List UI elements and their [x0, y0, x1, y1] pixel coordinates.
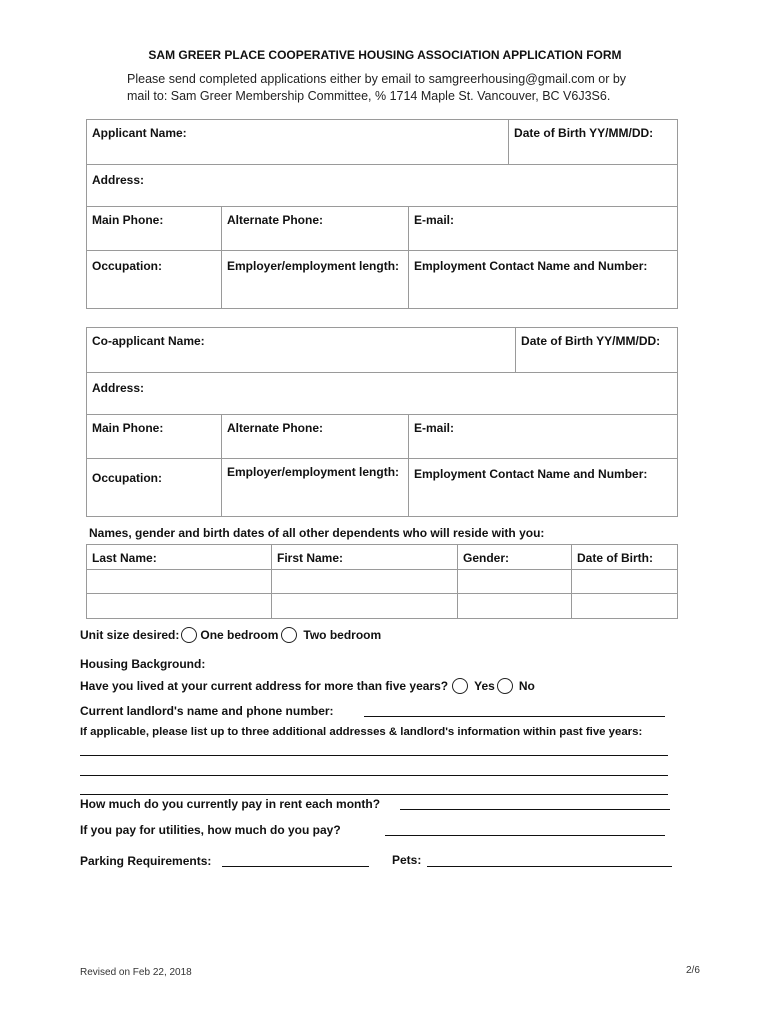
- dependents-col-gender: Gender:: [458, 545, 572, 570]
- applicant-alt-phone-field[interactable]: [222, 207, 409, 251]
- coapplicant-employer-label: Employer/employment length:: [227, 465, 400, 479]
- applicant-employer-label: Employer/employment length:: [227, 259, 400, 273]
- five-years-no-label: No: [518, 679, 535, 693]
- two-bedroom-radio[interactable]: [281, 627, 297, 643]
- dependent-cell[interactable]: [87, 570, 272, 594]
- applicant-dob-field[interactable]: [509, 120, 678, 165]
- five-years-question: Have you lived at your current address for more than five years?: [80, 679, 449, 693]
- pets-input-line[interactable]: [427, 856, 672, 867]
- five-years-no-radio[interactable]: [497, 678, 513, 694]
- coapplicant-dob-field[interactable]: [516, 328, 678, 373]
- dependent-cell[interactable]: [458, 594, 572, 619]
- additional-address-line-1[interactable]: [80, 755, 668, 756]
- coapplicant-address-field[interactable]: [87, 373, 678, 415]
- coapplicant-email-label: E-mail:: [414, 421, 455, 435]
- additional-address-line-3[interactable]: [80, 794, 668, 795]
- dependent-cell[interactable]: [572, 594, 678, 619]
- coapplicant-email-field[interactable]: [409, 415, 678, 459]
- landlord-input-line[interactable]: [364, 706, 665, 717]
- applicant-dob-label: Date of Birth YY/MM/DD:: [514, 126, 654, 140]
- five-years-yes-label: Yes: [474, 679, 495, 693]
- parking-label: Parking Requirements:: [80, 854, 212, 868]
- dependent-cell[interactable]: [272, 570, 458, 594]
- coapplicant-dob-label: Date of Birth YY/MM/DD:: [521, 334, 661, 348]
- applicant-main-phone-field[interactable]: [87, 207, 222, 251]
- five-years-yes-radio[interactable]: [452, 678, 468, 694]
- page-number: 2/6: [686, 965, 700, 976]
- applicant-name-field[interactable]: [87, 120, 509, 165]
- dependent-cell[interactable]: [458, 570, 572, 594]
- dependents-table: [86, 544, 678, 619]
- utilities-label: If you pay for utilities, how much do you pay?: [80, 823, 341, 837]
- one-bedroom-label: One bedroom: [200, 628, 279, 642]
- applicant-address-label: Address:: [92, 173, 145, 187]
- five-years-row: [80, 678, 535, 694]
- rent-input-line[interactable]: [400, 799, 670, 810]
- applicant-address-field[interactable]: [87, 165, 678, 207]
- coapplicant-alt-phone-label: Alternate Phone:: [227, 421, 324, 435]
- revised-date: Revised on Feb 22, 2018: [80, 967, 192, 978]
- additional-address-line-2[interactable]: [80, 775, 668, 776]
- coapplicant-name-label: Co-applicant Name:: [92, 334, 205, 348]
- pets-label: Pets:: [392, 853, 422, 867]
- coapplicant-occupation-label: Occupation:: [92, 471, 163, 485]
- coapplicant-main-phone-field[interactable]: [87, 415, 222, 459]
- rent-label: How much do you currently pay in rent each month?: [80, 797, 381, 811]
- applicant-table: [86, 119, 678, 309]
- coapplicant-main-phone-label: Main Phone:: [92, 421, 164, 435]
- utilities-input-line[interactable]: [385, 825, 665, 836]
- unit-size-row: [80, 627, 381, 643]
- coapplicant-employment-contact-label: Employment Contact Name and Number:: [414, 467, 648, 481]
- applicant-occupation-field[interactable]: [87, 251, 222, 309]
- coapplicant-employment-contact-field[interactable]: [409, 459, 678, 517]
- coapplicant-alt-phone-field[interactable]: [222, 415, 409, 459]
- applicant-alt-phone-label: Alternate Phone:: [227, 213, 324, 227]
- dependents-heading: Names, gender and birth dates of all other dependents who will reside with you:: [89, 526, 545, 540]
- one-bedroom-radio[interactable]: [181, 627, 197, 643]
- dependents-col-dob: Date of Birth:: [572, 545, 678, 570]
- table-row: [87, 594, 678, 619]
- unit-size-label: Unit size desired:: [80, 628, 180, 642]
- table-row: [87, 570, 678, 594]
- applicant-email-label: E-mail:: [414, 213, 455, 227]
- housing-heading: Housing Background:: [80, 657, 206, 671]
- applicant-main-phone-label: Main Phone:: [92, 213, 164, 227]
- coapplicant-table: [86, 327, 678, 517]
- dependents-col-first-name: First Name:: [272, 545, 458, 570]
- form-title: SAM GREER PLACE COOPERATIVE HOUSING ASSOCIATION APPLICATION FORM: [148, 48, 622, 62]
- landlord-label: Current landlord's name and phone number:: [80, 704, 334, 718]
- intro-line-1: Please send completed applications either by email to samgreerhousing@gmail.com or by: [127, 72, 627, 86]
- coapplicant-occupation-field[interactable]: [87, 459, 222, 517]
- coapplicant-address-label: Address:: [92, 381, 145, 395]
- coapplicant-employer-field[interactable]: [222, 459, 409, 517]
- additional-addresses-label: If applicable, please list up to three additional addresses & landlord's information within past five years:: [80, 726, 643, 738]
- coapplicant-name-field[interactable]: [87, 328, 516, 373]
- two-bedroom-label: Two bedroom: [303, 628, 382, 642]
- applicant-occupation-label: Occupation:: [92, 259, 163, 273]
- dependents-col-last-name: Last Name:: [87, 545, 272, 570]
- parking-input-line[interactable]: [222, 856, 369, 867]
- dependent-cell[interactable]: [572, 570, 678, 594]
- dependent-cell[interactable]: [87, 594, 272, 619]
- applicant-employment-contact-label: Employment Contact Name and Number:: [414, 259, 648, 273]
- dependent-cell[interactable]: [272, 594, 458, 619]
- applicant-name-label: Applicant Name:: [92, 126, 187, 140]
- applicant-email-field[interactable]: [409, 207, 678, 251]
- applicant-employer-field[interactable]: [222, 251, 409, 309]
- applicant-employment-contact-field[interactable]: [409, 251, 678, 309]
- intro-line-2: mail to: Sam Greer Membership Committee, % 1714 Maple St. Vancouver, BC V6J3S6.: [127, 89, 611, 103]
